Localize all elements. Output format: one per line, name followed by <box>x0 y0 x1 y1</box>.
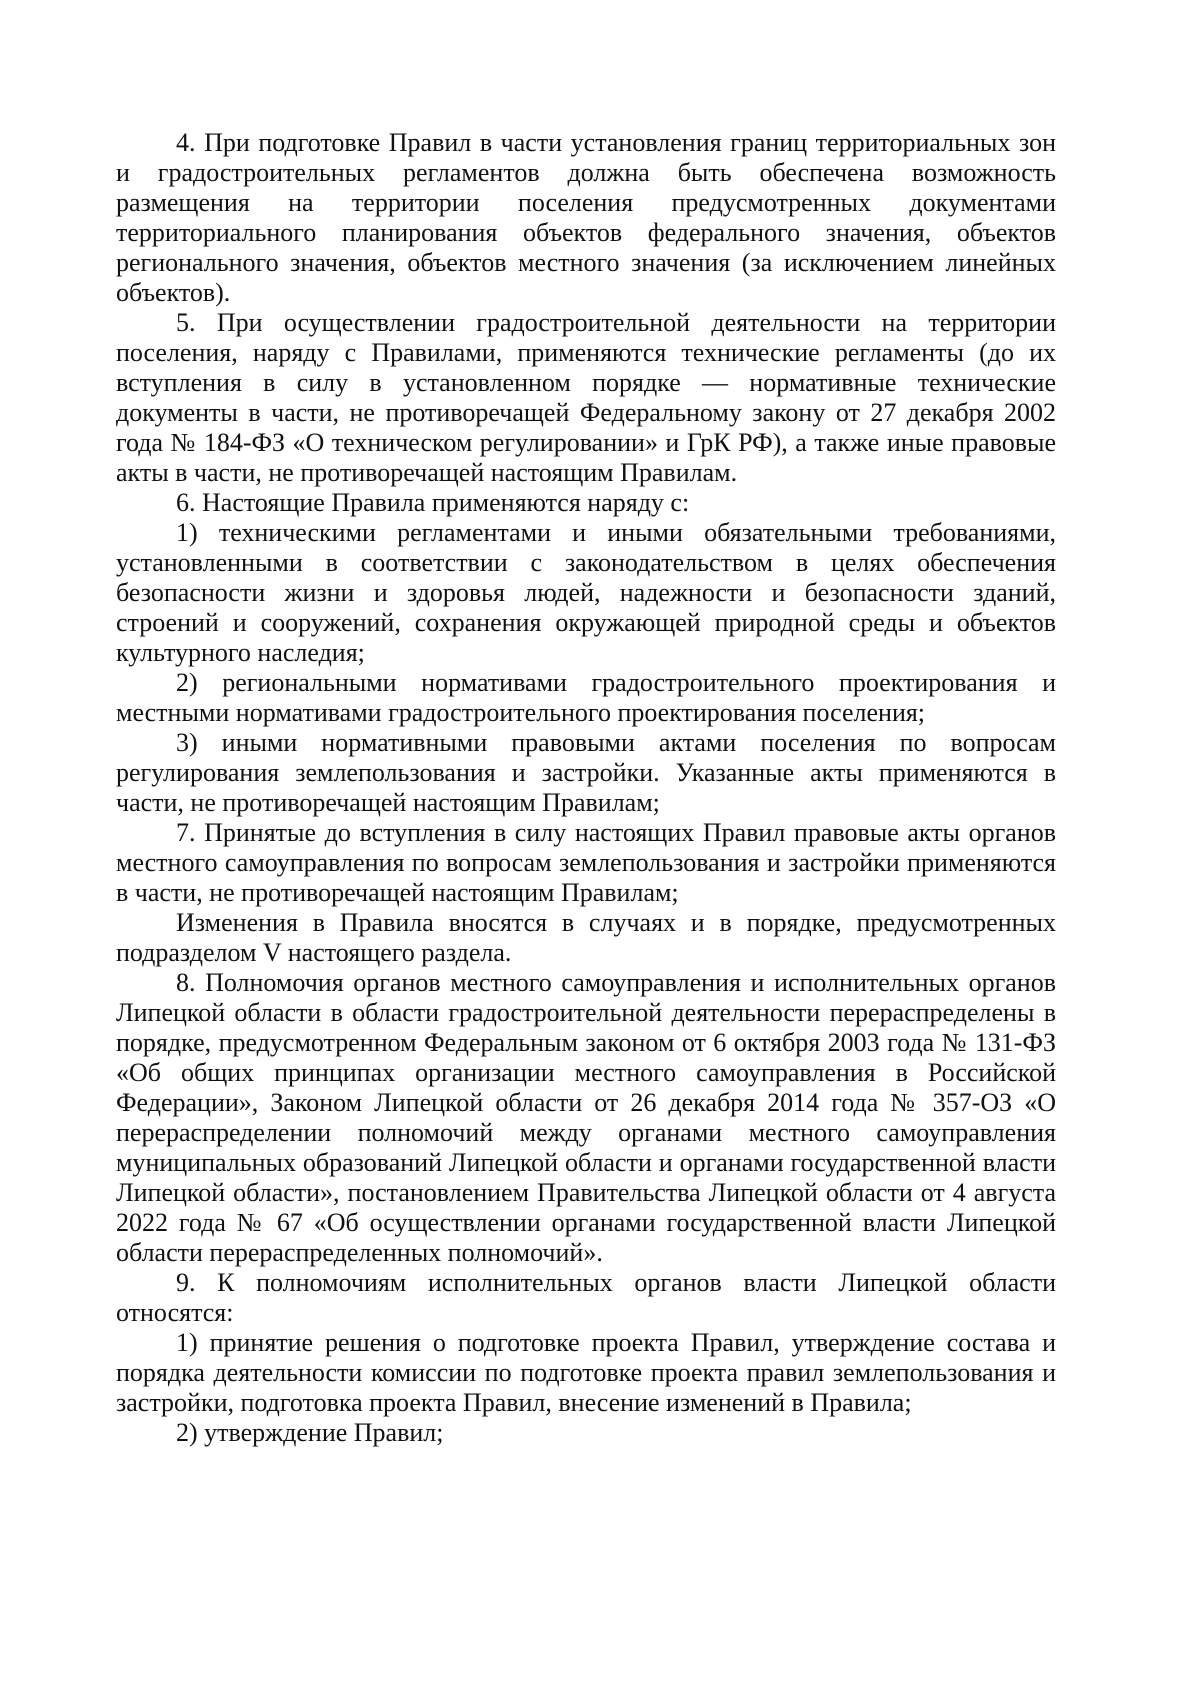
paragraph-item-7: 7. Принятые до вступления в силу настоящих Правил правовые акты органов местного самоуправления по вопросам землепользования и застройки применяются в части, не противоречащей настоящим Правилам; <box>116 818 1056 907</box>
paragraph-subitem-6-3: 3) иными нормативными правовыми актами поселения по вопросам регулирования землепользования и застройки. Указанные акты применяются в части, не противоречащей настоящим Правилам; <box>116 728 1056 817</box>
paragraph-item-9: 9. К полномочиям исполнительных органов власти Липецкой области относятся: <box>116 1268 1056 1327</box>
paragraph-amendments: Изменения в Правила вносятся в случаях и в порядке, предусмотренных подразделом V настоящего раздела. <box>116 908 1056 967</box>
paragraph-subitem-9-1: 1) принятие решения о подготовке проекта Правил, утверждение состава и порядка деятельности комиссии по подготовке проекта правил землепользования и застройки, подготовка проекта Правил, внесение изменений в Правила; <box>116 1328 1056 1417</box>
paragraph-subitem-9-2: 2) утверждение Правил; <box>176 1418 444 1447</box>
paragraph-item-5: 5. При осуществлении градостроительной деятельности на территории поселения, наряду с Правилами, применяются технические регламенты (до их вступления в силу в установленном порядке — нормативные технические документы в части, не противоречащей Федеральному закону от 27 декабря 2002 года № 184-ФЗ «О техническом регулировании» и ГрК РФ), а также иные правовые акты в части, не противоречащей настоящим Правилам. <box>116 308 1056 487</box>
paragraph-subitem-6-1: 1) техническими регламентами и иными обязательными требованиями, установленными в соответствии с законодательством в целях обеспечения безопасности жизни и здоровья людей, надежности и безопасности зданий, строений и сооружений, сохранения окружающей природной среды и объектов культурного наследия; <box>116 518 1056 667</box>
paragraph-item-6: 6. Настоящие Правила применяются наряду с: <box>176 488 690 517</box>
paragraph-item-8: 8. Полномочия органов местного самоуправления и исполнительных органов Липецкой области в области градостроительной деятельности перераспределены в порядке, предусмотренном Федеральным законом от 6 октября 2003 года № 131-ФЗ «Об общих принципах организации местного самоуправления в Российской Федерации», Законом Липецкой области от 26 декабря 2014 года № 357-ОЗ «О перераспределении полномочий между органами местного самоуправления муниципальных образований Липецкой области и органами государственной власти Липецкой области», постановлением Правительства Липецкой области от 4 августа 2022 года № 67 «Об осуществлении органами государственной власти Липецкой области перераспределенных полномочий». <box>116 968 1056 1267</box>
paragraph-subitem-6-2: 2) региональными нормативами градостроительного проектирования и местными нормативами градостроительного проектирования поселения; <box>116 668 1056 727</box>
document-page <box>116 128 1056 1448</box>
paragraph-item-4: 4. При подготовке Правил в части установления границ территориальных зон и градостроительных регламентов должна быть обеспечена возможность размещения на территории поселения предусмотренных документами территориального планирования объектов федерального значения, объектов регионального значения, объектов местного значения (за исключением линейных объектов). <box>116 128 1056 307</box>
